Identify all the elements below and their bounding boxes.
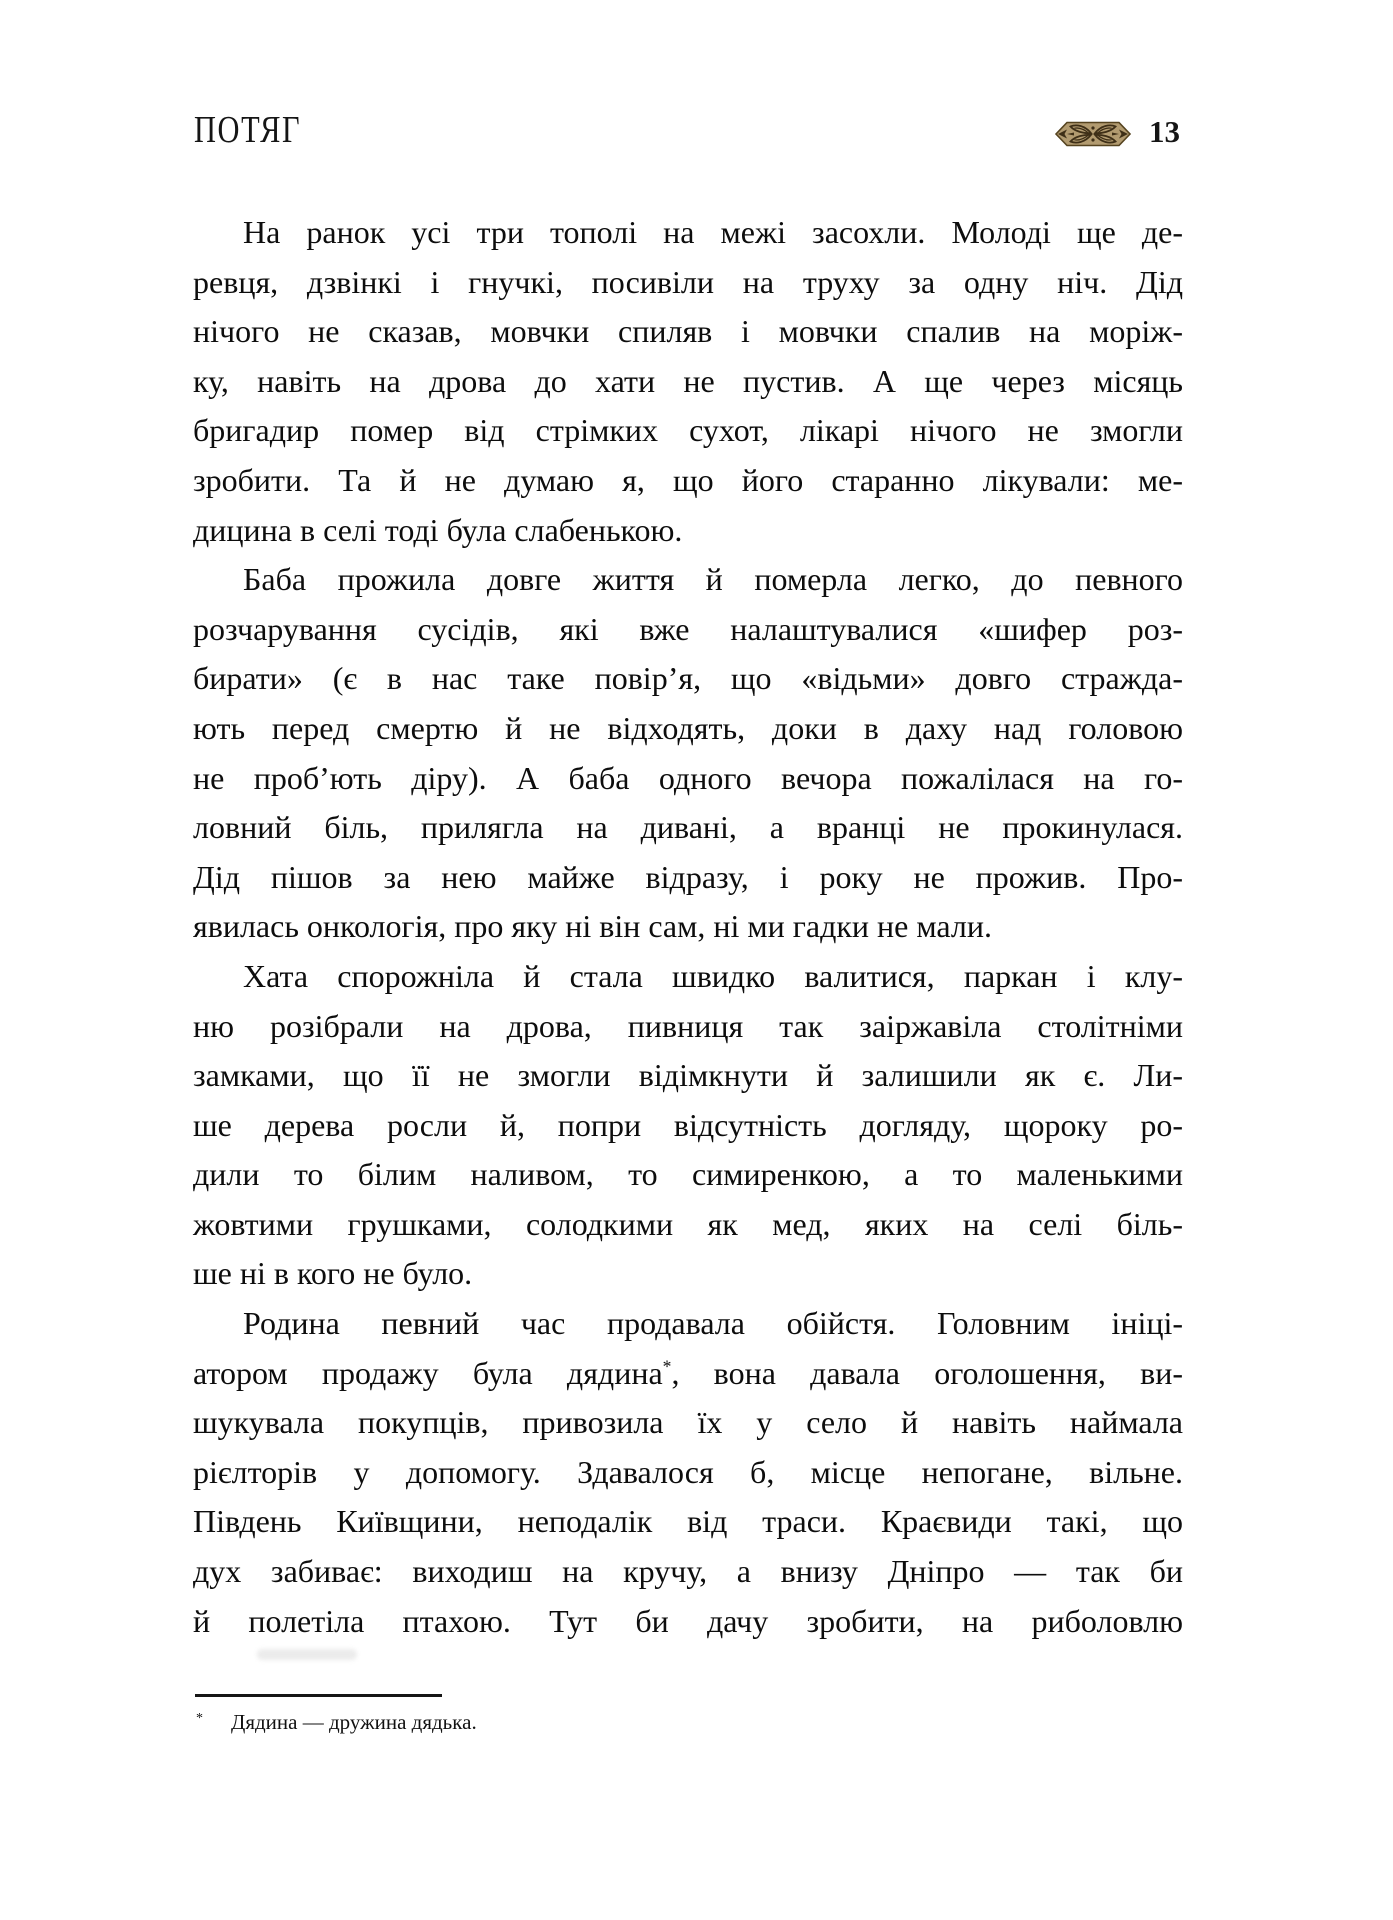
footnote <box>196 1706 1186 1742</box>
footnote-reference: * <box>662 1356 672 1376</box>
text-line: зробити. Та й не думаю я, що його старанно лікували: ме- <box>193 461 1183 498</box>
text-line: шукувала покупців, привозила їх у село й навіть наймала <box>193 1404 1183 1441</box>
text-line: бригадир помер від стрімких сухот, лікарі нічого не змогли <box>193 412 1183 449</box>
body-text <box>193 208 1183 1646</box>
text-line <box>193 1349 1183 1399</box>
footnote-divider <box>195 1694 442 1697</box>
footnote-text: Дядина — дружина дядька. <box>231 1710 477 1734</box>
text-line: На ранок усі три тополі на межі засохли. Молоді ще де- <box>243 214 1183 250</box>
running-header-title: ПОТЯГ <box>194 109 302 151</box>
text-line: дили то білим наливом, то симиренкою, а то маленькими <box>193 1156 1183 1193</box>
line-text: , вона давала оголошення, ви- <box>671 1354 1183 1391</box>
text-line: явилась онкологія, про яку ні він сам, ні ми гадки не мали. <box>193 908 992 945</box>
text-line: Південь Київщини, неподалік від траси. Краєвиди такі, що <box>193 1503 1183 1540</box>
text-line: дух забиває: виходиш на кручу, а внизу Дніпро — так би <box>193 1553 1183 1590</box>
text-line: ше дерева росли й, попри відсутність догляду, щороку ро- <box>193 1106 1183 1143</box>
text-line: ловний біль, прилягла на дивані, а вранці не прокинулася. <box>193 809 1183 846</box>
text-line: розчарування сусідів, які вже налаштувалися «шифер роз- <box>193 610 1183 647</box>
text-line: ревця, дзвінкі і гнучкі, посивіли на труху за одну ніч. Дід <box>193 263 1183 300</box>
text-line: ше ні в кого не було. <box>193 1255 473 1292</box>
text-line: не проб’ють діру). А баба одного вечора пожалілася на го- <box>193 759 1183 796</box>
text-line: Баба прожила довге життя й померла легко, до певного <box>243 561 1183 598</box>
footnote-marker: * <box>196 1711 203 1726</box>
text-line: дицина в селі тоді була слабенькою. <box>193 511 683 548</box>
page-number: 13 <box>1149 114 1180 149</box>
line-text: атором продажу була дядина <box>193 1354 663 1391</box>
text-line: ку, навіть на дрова до хати не пустив. А ще через місяць <box>193 362 1183 399</box>
text-line: ню розібрали на дрова, пивниця так заіржавіла столітніми <box>193 1007 1183 1044</box>
scan-artifact <box>257 1649 357 1660</box>
text-line: Родина певний час продавала обійстя. Головним ініці- <box>243 1305 1183 1342</box>
text-line: замками, що її не змогли відімкнути й залишили як є. Ли- <box>193 1057 1183 1094</box>
chapter-ornament-icon <box>1054 120 1132 148</box>
text-line: жовтими грушками, солодкими як мед, яких на селі біль- <box>193 1205 1183 1242</box>
text-line: ють перед смертю й не відходять, доки в даху над головою <box>193 709 1183 746</box>
text-line: й полетіла птахою. Тут би дачу зробити, на риболовлю <box>193 1602 1183 1639</box>
text-line: бирати» (є в нас таке повір’я, що «відьми» довго стражда- <box>193 660 1183 697</box>
text-line: нічого не сказав, мовчки спиляв і мовчки спалив на моріж- <box>193 313 1183 350</box>
text-line: Хата спорожніла й стала швидко валитися, паркан і клу- <box>243 957 1183 994</box>
text-line: Дід пішов за нею майже відразу, і року не прожив. Про- <box>193 858 1183 895</box>
text-line: рієлторів у допомогу. Здавалося б, місце непогане, вільне. <box>193 1453 1183 1490</box>
